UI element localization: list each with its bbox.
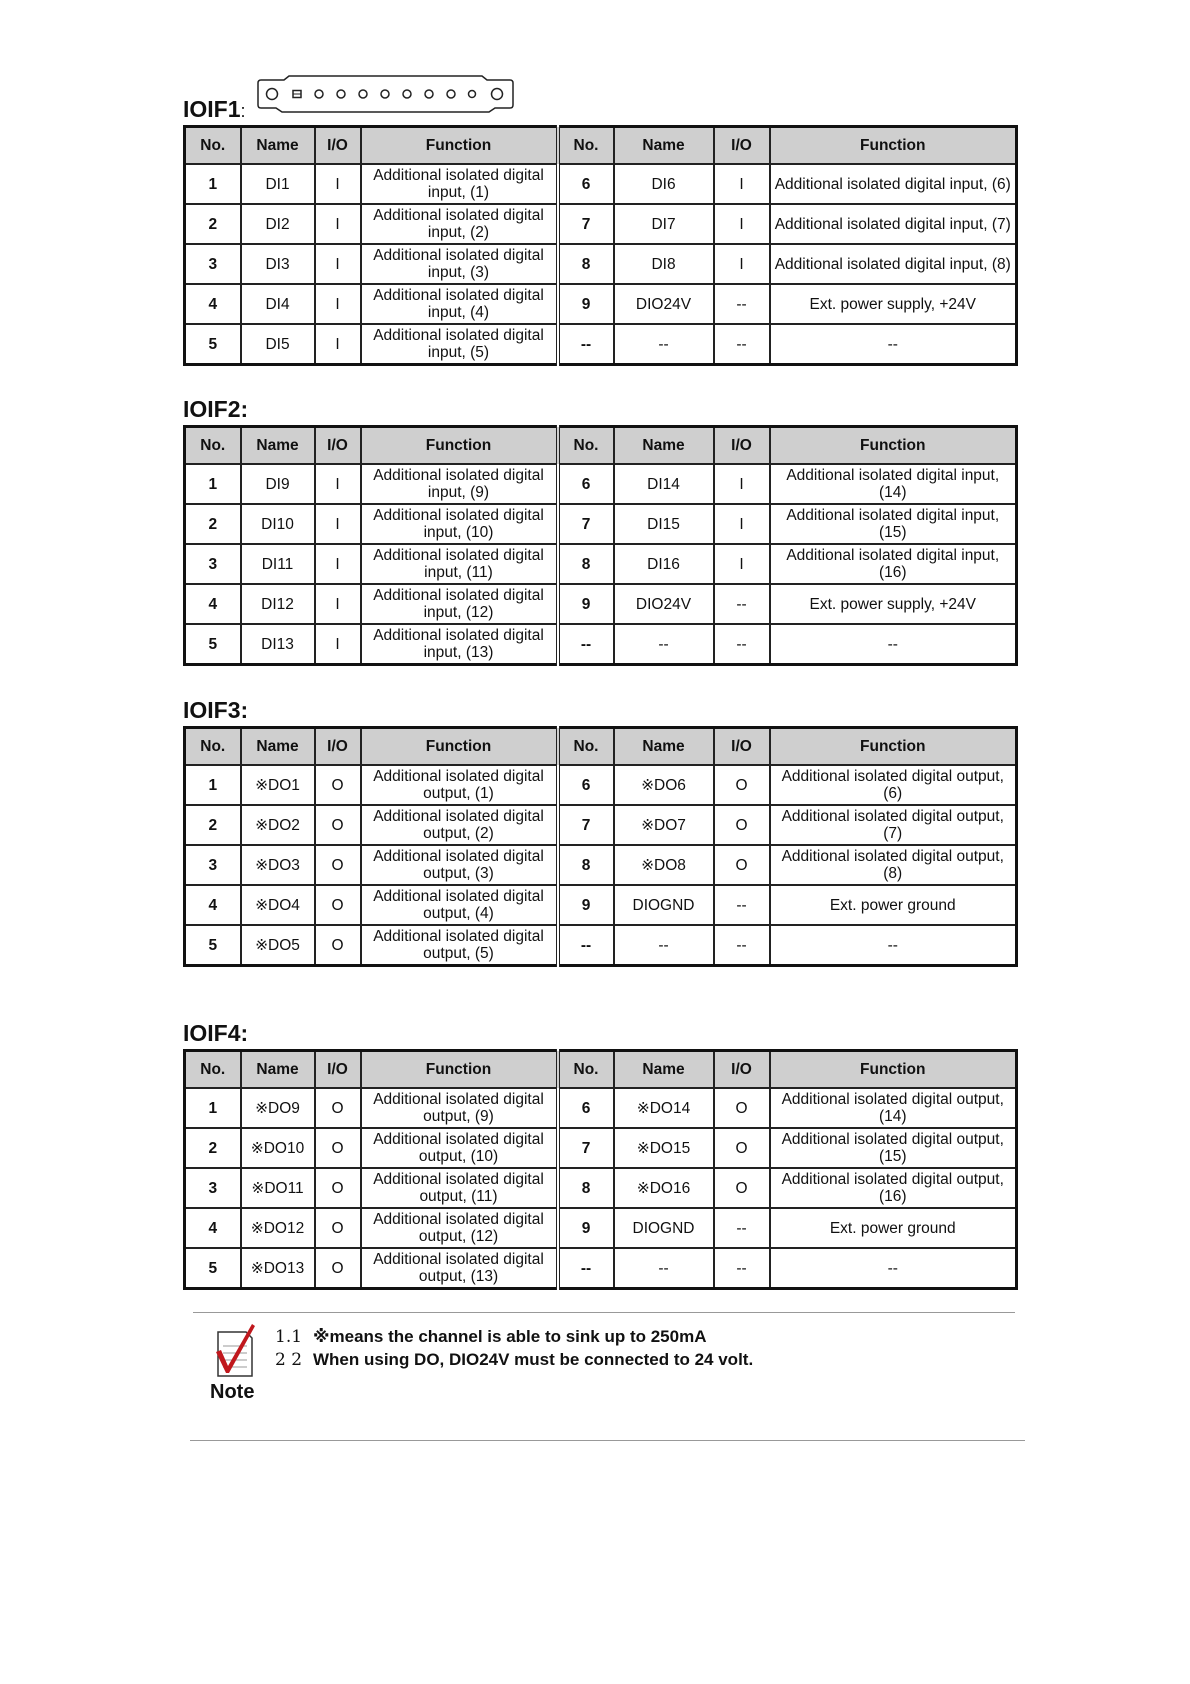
table-row — [185, 244, 1017, 284]
cell-function: Additional isolated digital output, (12) — [361, 1208, 558, 1248]
note-line-2 — [275, 1350, 753, 1370]
cell-no: 8 — [558, 244, 614, 284]
cell-no: 9 — [558, 284, 614, 324]
cell-name: DI10 — [241, 504, 315, 544]
note-divider-bottom — [190, 1440, 1025, 1441]
cell-function: Additional isolated digital input, (16) — [770, 544, 1017, 584]
column-header-name: Name — [614, 127, 714, 165]
note-line-number: 2 2 — [275, 1350, 303, 1370]
cell-name: -- — [614, 324, 714, 365]
cell-no: 3 — [185, 845, 241, 885]
cell-io: I — [714, 464, 770, 504]
cell-name: ※DO12 — [241, 1208, 315, 1248]
cell-function: Additional isolated digital input, (2) — [361, 204, 558, 244]
cell-name: DIOGND — [614, 885, 714, 925]
header-row — [185, 1051, 1017, 1089]
cell-function: Additional isolated digital input, (1) — [361, 164, 558, 204]
column-header-no: No. — [558, 427, 614, 465]
pin-table — [183, 726, 1018, 967]
cell-no: 2 — [185, 504, 241, 544]
cell-no: 2 — [185, 204, 241, 244]
table-row — [185, 624, 1017, 665]
cell-name: DI6 — [614, 164, 714, 204]
table-row — [185, 765, 1017, 805]
cell-name: ※DO13 — [241, 1248, 315, 1289]
cell-name: -- — [614, 925, 714, 966]
cell-name: -- — [614, 1248, 714, 1289]
table-row — [185, 164, 1017, 204]
cell-name: ※DO7 — [614, 805, 714, 845]
section-title: IOIF4: — [183, 1020, 249, 1046]
cell-io: O — [315, 765, 361, 805]
cell-io: I — [315, 584, 361, 624]
cell-no: 7 — [558, 805, 614, 845]
table-row — [185, 284, 1017, 324]
column-header-function: Function — [361, 427, 558, 465]
cell-io: I — [315, 324, 361, 365]
column-header-io: I/O — [315, 427, 361, 465]
cell-io: I — [714, 164, 770, 204]
cell-function: -- — [770, 624, 1017, 665]
column-header-no: No. — [558, 127, 614, 165]
table-row — [185, 544, 1017, 584]
cell-name: ※DO5 — [241, 925, 315, 966]
table-row — [185, 584, 1017, 624]
cell-function: Additional isolated digital input, (10) — [361, 504, 558, 544]
cell-io: I — [315, 464, 361, 504]
cell-function: -- — [770, 925, 1017, 966]
cell-name: ※DO10 — [241, 1128, 315, 1168]
cell-function: Additional isolated digital output, (11) — [361, 1168, 558, 1208]
cell-name: DI9 — [241, 464, 315, 504]
cell-function: Ext. power supply, +24V — [770, 584, 1017, 624]
cell-function: -- — [770, 1248, 1017, 1289]
cell-io: O — [714, 1088, 770, 1128]
cell-no: -- — [558, 324, 614, 365]
note-line-text: ※means the channel is able to sink up to 250mA — [313, 1327, 707, 1346]
cell-function: Additional isolated digital output, (8) — [770, 845, 1017, 885]
cell-io: I — [315, 164, 361, 204]
table-row — [185, 805, 1017, 845]
cell-name: DI12 — [241, 584, 315, 624]
cell-function: Additional isolated digital output, (3) — [361, 845, 558, 885]
pin-table — [183, 1049, 1018, 1290]
cell-io: -- — [714, 885, 770, 925]
cell-no: 4 — [185, 885, 241, 925]
cell-io: O — [315, 885, 361, 925]
cell-function: Additional isolated digital input, (5) — [361, 324, 558, 365]
cell-io: -- — [714, 324, 770, 365]
cell-io: O — [315, 1128, 361, 1168]
cell-name: ※DO2 — [241, 805, 315, 845]
column-header-function: Function — [361, 728, 558, 766]
cell-function: Additional isolated digital input, (9) — [361, 464, 558, 504]
cell-function: Ext. power ground — [770, 885, 1017, 925]
cell-function: Additional isolated digital output, (9) — [361, 1088, 558, 1128]
cell-name: DIOGND — [614, 1208, 714, 1248]
section-title-suffix: : — [240, 101, 246, 121]
cell-no: -- — [558, 624, 614, 665]
cell-function: Additional isolated digital input, (14) — [770, 464, 1017, 504]
cell-io: -- — [714, 1208, 770, 1248]
pin-table — [183, 125, 1018, 366]
cell-io: -- — [714, 584, 770, 624]
cell-no: 8 — [558, 544, 614, 584]
column-header-no: No. — [185, 1051, 241, 1089]
column-header-function: Function — [361, 127, 558, 165]
note-line-1 — [275, 1327, 706, 1347]
column-header-name: Name — [241, 1051, 315, 1089]
section-title: IOIF3: — [183, 697, 249, 723]
column-header-no: No. — [558, 1051, 614, 1089]
note-label: Note — [210, 1381, 255, 1403]
column-header-name: Name — [241, 127, 315, 165]
cell-name: DI8 — [614, 244, 714, 284]
cell-function: Additional isolated digital output, (14) — [770, 1088, 1017, 1128]
cell-no: 1 — [185, 765, 241, 805]
cell-no: 4 — [185, 584, 241, 624]
cell-no: 4 — [185, 1208, 241, 1248]
column-header-no: No. — [185, 728, 241, 766]
cell-no: 7 — [558, 504, 614, 544]
column-header-io: I/O — [315, 1051, 361, 1089]
cell-io: O — [315, 1248, 361, 1289]
column-header-function: Function — [361, 1051, 558, 1089]
column-header-name: Name — [241, 427, 315, 465]
column-header-no: No. — [558, 728, 614, 766]
cell-name: DI14 — [614, 464, 714, 504]
cell-no: -- — [558, 925, 614, 966]
table-row — [185, 324, 1017, 365]
column-header-io: I/O — [714, 1051, 770, 1089]
cell-name: DI3 — [241, 244, 315, 284]
cell-no: 6 — [558, 164, 614, 204]
table-row — [185, 464, 1017, 504]
cell-no: 5 — [185, 624, 241, 665]
cell-name: DI16 — [614, 544, 714, 584]
cell-io: -- — [714, 925, 770, 966]
table-row — [185, 1208, 1017, 1248]
column-header-no: No. — [185, 127, 241, 165]
cell-io: I — [714, 544, 770, 584]
table-row — [185, 204, 1017, 244]
cell-no: 9 — [558, 584, 614, 624]
cell-function: Additional isolated digital output, (16) — [770, 1168, 1017, 1208]
cell-io: O — [714, 805, 770, 845]
column-header-io: I/O — [714, 728, 770, 766]
cell-name: DI7 — [614, 204, 714, 244]
cell-no: 4 — [185, 284, 241, 324]
column-header-function: Function — [770, 728, 1017, 766]
cell-io: I — [714, 204, 770, 244]
cell-no: 5 — [185, 1248, 241, 1289]
db9-connector-icon — [257, 75, 514, 113]
cell-io: I — [315, 204, 361, 244]
cell-name: ※DO14 — [614, 1088, 714, 1128]
table-row — [185, 1088, 1017, 1128]
cell-no: 2 — [185, 805, 241, 845]
cell-function: Additional isolated digital input, (15) — [770, 504, 1017, 544]
cell-function: Ext. power ground — [770, 1208, 1017, 1248]
column-header-function: Function — [770, 1051, 1017, 1089]
cell-name: ※DO1 — [241, 765, 315, 805]
cell-function: Additional isolated digital output, (4) — [361, 885, 558, 925]
table-row — [185, 885, 1017, 925]
cell-io: O — [714, 765, 770, 805]
cell-name: ※DO3 — [241, 845, 315, 885]
cell-no: -- — [558, 1248, 614, 1289]
cell-function: Additional isolated digital output, (15) — [770, 1128, 1017, 1168]
cell-io: O — [714, 1128, 770, 1168]
table-row — [185, 1248, 1017, 1289]
cell-io: O — [315, 1168, 361, 1208]
cell-name: ※DO4 — [241, 885, 315, 925]
cell-no: 9 — [558, 1208, 614, 1248]
cell-io: O — [315, 805, 361, 845]
cell-no: 9 — [558, 885, 614, 925]
table-row — [185, 1168, 1017, 1208]
cell-no: 8 — [558, 845, 614, 885]
cell-function: Additional isolated digital output, (5) — [361, 925, 558, 966]
cell-function: Additional isolated digital input, (7) — [770, 204, 1017, 244]
cell-io: I — [315, 244, 361, 284]
cell-name: ※DO8 — [614, 845, 714, 885]
cell-no: 1 — [185, 464, 241, 504]
cell-name: DI4 — [241, 284, 315, 324]
cell-no: 1 — [185, 164, 241, 204]
header-row — [185, 127, 1017, 165]
cell-function: Additional isolated digital input, (11) — [361, 544, 558, 584]
cell-name: DI15 — [614, 504, 714, 544]
cell-name: DIO24V — [614, 584, 714, 624]
table-row — [185, 504, 1017, 544]
cell-io: O — [315, 925, 361, 966]
column-header-name: Name — [614, 1051, 714, 1089]
cell-function: -- — [770, 324, 1017, 365]
section-title — [183, 96, 246, 123]
table-row — [185, 845, 1017, 885]
column-header-io: I/O — [315, 728, 361, 766]
cell-io: -- — [714, 624, 770, 665]
column-header-name: Name — [614, 728, 714, 766]
column-header-name: Name — [241, 728, 315, 766]
cell-no: 1 — [185, 1088, 241, 1128]
cell-io: O — [315, 1208, 361, 1248]
note-checklist-icon — [212, 1322, 258, 1378]
cell-function: Additional isolated digital output, (10) — [361, 1128, 558, 1168]
cell-name: ※DO9 — [241, 1088, 315, 1128]
cell-function: Additional isolated digital input, (6) — [770, 164, 1017, 204]
cell-no: 3 — [185, 244, 241, 284]
note-divider-top — [193, 1312, 1015, 1313]
cell-function: Additional isolated digital input, (8) — [770, 244, 1017, 284]
cell-no: 7 — [558, 204, 614, 244]
cell-function: Additional isolated digital input, (4) — [361, 284, 558, 324]
cell-no: 6 — [558, 1088, 614, 1128]
column-header-function: Function — [770, 427, 1017, 465]
pin-table — [183, 425, 1018, 666]
table-row — [185, 1128, 1017, 1168]
cell-function: Additional isolated digital output, (6) — [770, 765, 1017, 805]
cell-name: DI2 — [241, 204, 315, 244]
note-line-number: 1.1 — [275, 1327, 303, 1347]
cell-io: O — [315, 1088, 361, 1128]
column-header-io: I/O — [714, 427, 770, 465]
cell-io: -- — [714, 1248, 770, 1289]
cell-name: ※DO15 — [614, 1128, 714, 1168]
cell-no: 5 — [185, 324, 241, 365]
column-header-name: Name — [614, 427, 714, 465]
cell-name: -- — [614, 624, 714, 665]
cell-no: 6 — [558, 765, 614, 805]
cell-io: -- — [714, 284, 770, 324]
cell-no: 6 — [558, 464, 614, 504]
header-row — [185, 427, 1017, 465]
cell-name: DI1 — [241, 164, 315, 204]
cell-function: Additional isolated digital output, (1) — [361, 765, 558, 805]
table-row — [185, 925, 1017, 966]
cell-name: ※DO6 — [614, 765, 714, 805]
cell-name: DI13 — [241, 624, 315, 665]
note-line-text: When using DO, DIO24V must be connected to 24 volt. — [313, 1350, 754, 1369]
cell-name: ※DO11 — [241, 1168, 315, 1208]
cell-function: Additional isolated digital output, (13) — [361, 1248, 558, 1289]
cell-io: I — [315, 544, 361, 584]
cell-no: 7 — [558, 1128, 614, 1168]
cell-io: I — [315, 624, 361, 665]
cell-function: Additional isolated digital output, (7) — [770, 805, 1017, 845]
cell-no: 3 — [185, 1168, 241, 1208]
cell-function: Additional isolated digital input, (3) — [361, 244, 558, 284]
header-row — [185, 728, 1017, 766]
cell-function: Additional isolated digital output, (2) — [361, 805, 558, 845]
section-title: IOIF2: — [183, 396, 249, 422]
section-title-text: IOIF1 — [183, 96, 241, 122]
cell-io: O — [714, 1168, 770, 1208]
cell-name: DIO24V — [614, 284, 714, 324]
column-header-no: No. — [185, 427, 241, 465]
cell-io: I — [315, 284, 361, 324]
cell-io: I — [315, 504, 361, 544]
cell-no: 5 — [185, 925, 241, 966]
cell-function: Ext. power supply, +24V — [770, 284, 1017, 324]
cell-io: I — [714, 504, 770, 544]
column-header-io: I/O — [315, 127, 361, 165]
cell-name: DI11 — [241, 544, 315, 584]
column-header-io: I/O — [714, 127, 770, 165]
column-header-function: Function — [770, 127, 1017, 165]
cell-no: 3 — [185, 544, 241, 584]
cell-io: I — [714, 244, 770, 284]
cell-no: 2 — [185, 1128, 241, 1168]
cell-io: O — [714, 845, 770, 885]
cell-name: ※DO16 — [614, 1168, 714, 1208]
cell-no: 8 — [558, 1168, 614, 1208]
cell-name: DI5 — [241, 324, 315, 365]
cell-io: O — [315, 845, 361, 885]
cell-function: Additional isolated digital input, (13) — [361, 624, 558, 665]
cell-function: Additional isolated digital input, (12) — [361, 584, 558, 624]
